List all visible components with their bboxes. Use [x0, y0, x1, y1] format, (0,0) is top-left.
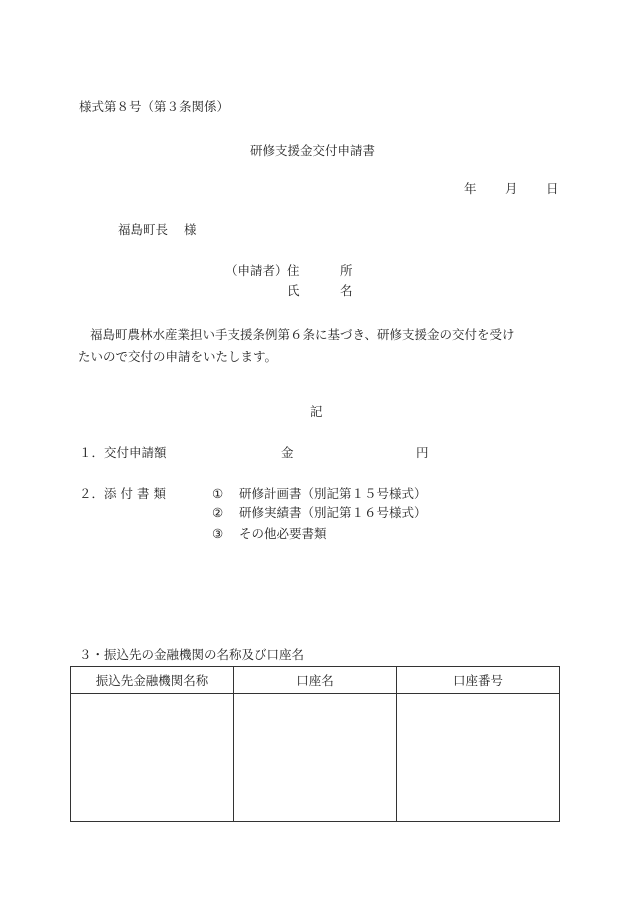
statement-line-1: 福島町農林水産業担い手支援条例第６条に基づき、研修支援金の交付を受け — [90, 327, 515, 342]
attachment-mark: ③ — [212, 526, 224, 541]
attachment-mark: ① — [212, 486, 224, 501]
item2-number: ２． — [79, 486, 105, 501]
column-header-bank-name: 振込先金融機関名称 — [71, 667, 234, 694]
amount-yen-label: 円 — [416, 445, 429, 460]
item2-label: 添付書類 — [104, 486, 171, 501]
attachment-mark: ② — [212, 505, 224, 520]
name-label-char-1: 氏 — [287, 283, 300, 298]
table-row — [71, 694, 560, 822]
year-label: 年 — [464, 181, 477, 196]
document-title: 研修支援金交付申請書 — [250, 143, 376, 158]
amount-kin-label: 金 — [281, 445, 294, 460]
statement-line-2: たいので交付の申請をいたします。 — [78, 349, 278, 364]
item1-number: １． — [79, 445, 105, 460]
account-number-cell[interactable] — [397, 694, 560, 822]
address-label-char-1: 住 — [287, 263, 300, 278]
application-statement — [78, 324, 563, 368]
applicant-label: （申請者） — [225, 263, 288, 278]
ki-heading: 記 — [310, 404, 323, 419]
month-label: 月 — [505, 181, 518, 196]
table-header-row — [71, 667, 560, 694]
item1-label: 交付申請額 — [104, 445, 167, 460]
account-name-cell[interactable] — [234, 694, 397, 822]
addressee — [118, 222, 197, 237]
name-label-char-2: 名 — [340, 283, 353, 298]
attachment-text: その他必要書類 — [239, 526, 327, 541]
day-label: 日 — [546, 181, 559, 196]
addressee-honorific: 様 — [184, 222, 197, 237]
addressee-name: 福島町長 — [118, 222, 169, 237]
form-number: 様式第８号（第３条関係） — [79, 99, 230, 114]
address-label-char-2: 所 — [340, 263, 353, 278]
bank-section-title: ３・振込先の金融機関の名称及び口座名 — [79, 647, 305, 662]
column-header-account-number: 口座番号 — [397, 667, 560, 694]
attachment-text: 研修実績書（別記第１６号様式） — [239, 505, 427, 520]
bank-account-table — [70, 666, 560, 822]
attachment-text: 研修計画書（別記第１５号様式） — [239, 486, 427, 501]
bank-name-cell[interactable] — [71, 694, 234, 822]
column-header-account-name: 口座名 — [234, 667, 397, 694]
